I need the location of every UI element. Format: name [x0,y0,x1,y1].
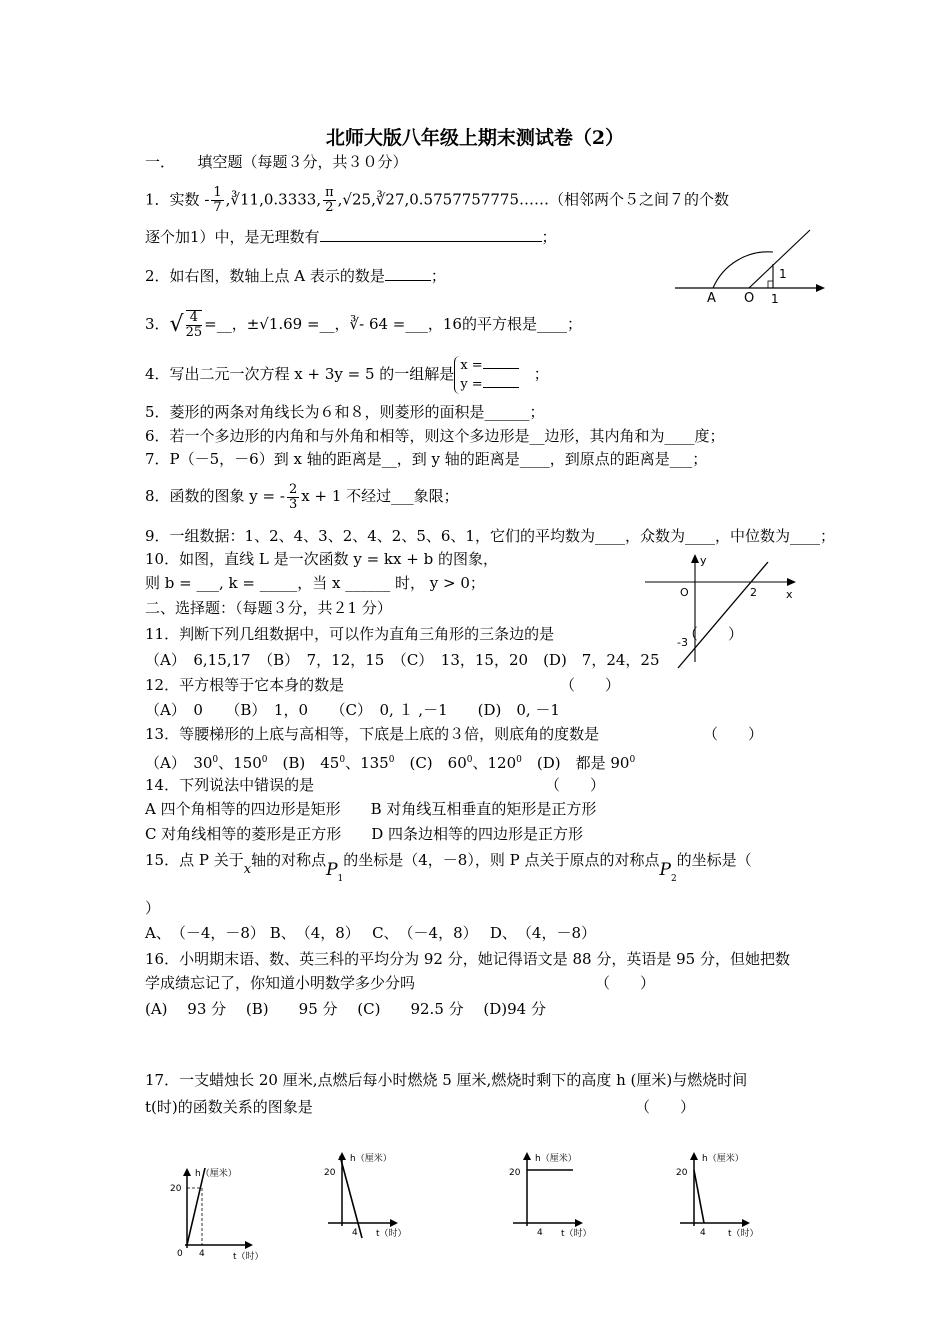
q1-lead: 实数 - [169,190,210,209]
question-12-paren[interactable]: （ ） [560,676,621,694]
graph-d-x-arrow-icon [742,1219,750,1227]
q1-line2-text: 逐个加1）中，是无理数有 [145,228,320,246]
q4-y-label: y = [460,377,483,392]
label-a: A [707,291,716,306]
question-17-paren[interactable]: （ ） [635,1098,696,1116]
question-15: 15．点 P 关于x轴的对称点$P_1$的坐标是（4，－8），则 P 点关于原点的对称点$P_2$的坐标是（ [145,851,752,884]
q8-tail: x + 1 不经过___象限； [301,487,459,505]
q8-lead: 8．函数的图象 y = - [145,487,285,505]
graph-c-4: 4 [537,1228,543,1238]
graph-c-y-arrow-icon [523,1152,531,1160]
graph-d-ylabel: h（厘米） [702,1154,744,1164]
question-12-options[interactable]: （A） 0 （B） 1，0 （C） 0, １ ,－1 (D) 0, －1 [145,701,560,719]
question-17-line-2: t(时)的函数关系的图象是 [145,1098,313,1116]
question-13-paren[interactable]: （ ） [703,725,764,743]
graph-a-xlabel: t（时） [233,1252,264,1262]
number-line-figure [675,228,825,308]
question-16-options[interactable]: (A) 93 分 (B) 95 分 (C) 92.5 分 (D)94 分 [145,1000,546,1018]
question-12-stem: 12．平方根等于它本身的数是 [145,676,345,694]
q3-number: 3． [145,315,170,333]
question-11-stem: 11．判断下列几组数据中，可以作为直角三角形的三条边的是 [145,625,555,643]
graph-d-20: 20 [676,1168,688,1178]
label-neg3: -3 [677,636,688,649]
q8-fraction: $\frac{2}{3}$ [288,481,298,512]
graph-c-ylabel: h（厘米） [535,1154,577,1164]
label-base-1: 1 [771,292,779,306]
graph-b-line [340,1156,362,1238]
graph-a-ylabel: h（厘米） [195,1169,237,1179]
q1-fraction-2: $\frac{\pi}{2}$ [325,185,334,215]
question-2 [145,266,446,286]
question-9: 9．一组数据：1、2、4、3、2、4、2、5、6、1，它们的平均数为____，众数为____，中位数为____； [145,527,835,545]
question-11-paren[interactable]: （ ） [683,625,744,643]
q4-y-blank[interactable] [483,375,519,388]
linear-function-figure [640,550,800,670]
question-14-options-cd[interactable]: C 对角线相等的菱形是正方形 D 四条边相等的四边形是正方形 [145,825,584,843]
graph-b-20: 20 [324,1168,336,1178]
q1-text-1: ,∛11,0.3333, [225,190,322,209]
question-11-options[interactable]: （A） 6,15,17 （B） 7，12，15 （C） 13，15，20 (D) 7，24，25 [145,651,660,669]
right-angle-mark [768,281,773,288]
graph-d-4: 4 [700,1228,706,1238]
question-14-stem: 14．下列说法中错误的是 [145,776,315,794]
number-line-arrow-icon [816,284,825,292]
number-line-arc [713,252,773,288]
label-two: 2 [750,586,757,599]
question-13-options[interactable]: （A） $30^0$、$150^0$ (B) $45^0$、$135^0$ (C) $60^0$、$120^0$ (D) 都是 $90^0$ [145,754,636,772]
question-17-line-1: 17．一支蜡烛长 20 厘米,点燃后每小时燃烧 5 厘米,燃烧时剩下的高度 h (厘米)与燃烧时间 [145,1071,748,1089]
graph-c-xlabel: t（时） [561,1229,592,1239]
q1-answer-blank[interactable] [320,227,542,242]
question-1-line-2 [145,227,557,247]
section-1-heading: 一． 填空题（每题３分，共３０分） [145,153,408,171]
label-o: O [744,291,755,306]
q4-system [454,356,518,394]
q1-fraction-1: $\frac{1}{7}$ [213,185,222,215]
question-8 [145,478,459,518]
graph-a-x-arrow-icon [245,1241,253,1249]
graph-d[interactable] [672,1148,782,1248]
q4-x-label: x = [460,358,483,373]
y-axis-arrow-icon [691,554,699,563]
question-15-options[interactable]: A、 （－4，－8） B、 （4，8） C、 （－4，8） D、 （4，－8） [145,924,597,942]
q3-text: =__，±√1.69 =__，∛- 64 =___，16的平方根是____； [204,315,582,333]
graph-a-20: 20 [170,1184,182,1194]
graph-d-y-arrow-icon [690,1152,698,1160]
q4-end: ； [533,365,549,383]
graph-b-4: 4 [352,1228,358,1238]
line-l [678,562,768,668]
graph-b-y-arrow-icon [338,1152,346,1160]
question-3 [145,310,582,346]
question-10-line-2: 则 b = ___, k = _____，当 x ______ 时， y > 0； [145,574,485,592]
graph-b-ylabel: h（厘米） [350,1154,392,1164]
graph-a-y-arrow-icon [183,1168,191,1176]
question-14-options-ab[interactable]: A 四个角相等的四边形是矩形 B 对角线互相垂直的矩形是正方形 [145,800,597,818]
graph-b[interactable] [320,1148,430,1248]
question-15-paren[interactable]: ） [145,899,161,917]
graph-d-xlabel: t（时） [728,1229,759,1239]
q2-end: ； [430,267,446,285]
question-5: 5．菱形的两条对角线长为６和８，则菱形的面积是______； [145,403,545,421]
question-1 [145,186,729,215]
label-x: x [786,588,793,601]
q2-text: 2．如右图，数轴上点 A 表示的数是 [145,267,385,285]
q1-end: ； [541,228,557,246]
q2-answer-blank[interactable] [385,266,431,281]
question-6: 6．若一个多边形的内角和与外角和相等，则这个多边形是__边形，其内角和为____度； [145,427,725,445]
question-16-line-1: 16．小明期末语、数、英三科的平均分为 92 分，她记得语文是 88 分，英语是 95 分，但她把数 [145,950,790,968]
section-2-heading: 二、选择题：（每题３分，共２1 分） [145,599,392,617]
graph-a-4: 4 [199,1249,205,1259]
question-10-line-1: 10．如图，直线 L 是一次函数 y = kx + b 的图象， [145,550,498,568]
question-16-paren[interactable]: （ ） [595,974,656,992]
q4-x-blank[interactable] [483,356,519,369]
sqrt-icon: √ [169,312,184,337]
q3-fraction: $\frac{4}{25}$ [185,310,203,340]
q4-text: 4．写出二元一次方程 x + 3y = 5 的一组解是 [145,365,455,383]
question-7: 7．P（－5，－6）到 x 轴的距离是__，到 y 轴的距离是____，到原点的距离是___； [145,450,708,468]
graph-b-x-arrow-icon [390,1219,398,1227]
x-axis-arrow-icon [787,578,796,586]
graph-c[interactable] [505,1148,615,1248]
label-y: y [700,554,707,567]
graph-d-line [694,1170,704,1223]
page-title: 北师大版八年级上期末测试卷（2） [325,127,625,149]
question-13-stem: 13．等腰梯形的上底与高相等，下底是上底的３倍，则底角的度数是 [145,725,600,743]
graph-c-x-arrow-icon [575,1219,583,1227]
q1-number: 1． [145,190,170,209]
graph-a[interactable] [165,1160,275,1260]
label-origin: O [680,586,689,599]
question-16-line-2: 学成绩忘记了，你知道小明数学多少分吗 [145,974,416,992]
label-side-1: 1 [779,267,787,281]
graph-b-xlabel: t（时） [376,1229,407,1239]
graph-c-20: 20 [509,1168,521,1178]
q1-text-2: ,√25,∛27,0.5757757775……（相邻两个５之间７的个数 [337,190,729,209]
question-4 [145,356,549,396]
question-14-paren[interactable]: （ ） [545,776,606,794]
graph-a-0: 0 [177,1249,183,1259]
